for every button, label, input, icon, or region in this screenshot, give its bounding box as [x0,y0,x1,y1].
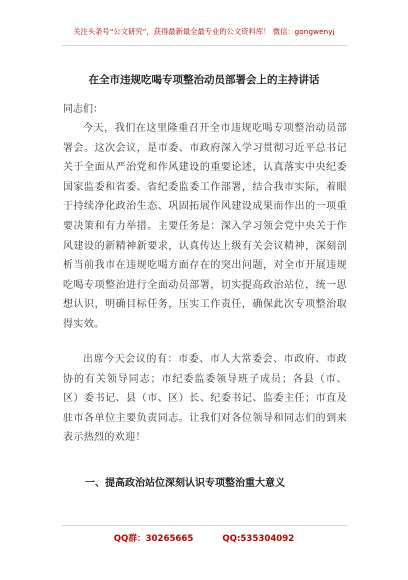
salutation: 同志们： [63,104,103,115]
footer-contact [0,532,408,544]
paragraph-attendees: 出席今天会议的有：市委、市人大常委会、市政府、市政协的有关领导同志；市纪委监委领导班子成员；各县（市、区）委书记、县（市、区）长、纪委书记、监委主任；市直及驻市各单位主要负责同志。让我们对各位领导和同志们的到来表示热烈的欢迎！ [63,354,347,444]
footer-divider [62,525,347,526]
section-heading: 一、提高政治站位深刻认识专项整治重大意义 [85,478,285,489]
document-title: 在全市违规吃喝专项整治动员部署会上的主持讲话 [88,74,320,86]
footer-qq: QQ:535304092 [222,534,295,544]
paragraph-opening: 今天，我们在这里隆重召开全市违规吃喝专项整治动员部署会。这次会议，是市委、市政府深入学习贯彻习近平总书记关于全面从严治党和作风建设的重要论述，认真落实中央纪委国家监委和省委、省纪委监委工作部署，结合我市实际，着眼于持续净化政治生态、巩固拓展作风建设成果而作出的一项重要决策和有力举措。主要任务是：深入学习领会党中央关于作风建设的新精神新要求，认真传达上级有关会议精神，深刻剖析当前我市在违规吃喝方面存在的突出问题，对全市开展违规吃喝专项整治进行全面动员部署，切实提高政治站位，统一思想认识，明确目标任务，压实工作责任，确保此次专项整治取得实效。 [63,123,347,330]
footer-qq-group: QQ群：30265665 [113,534,194,544]
header-divider [62,45,347,46]
header-promo-note: 关注头条号“公文研究”，获得最新最全最专业的公文资料库！ 微信：gongwenyj [73,27,335,36]
